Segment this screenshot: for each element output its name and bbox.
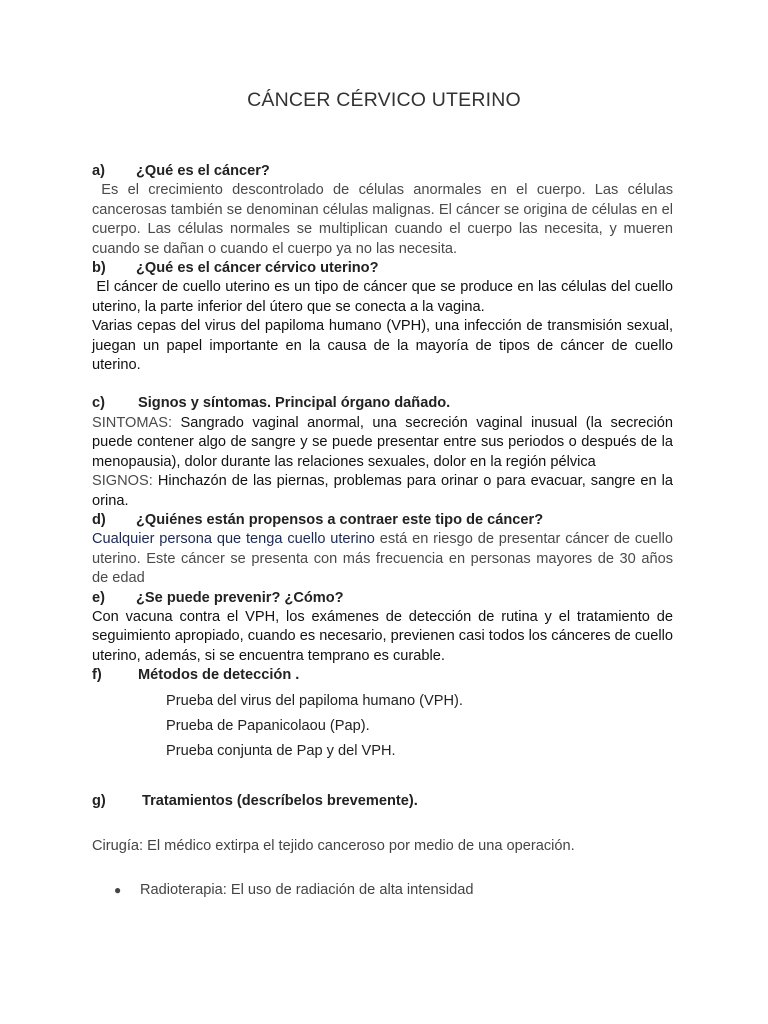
question-b-text: ¿Qué es el cáncer cérvico uterino?	[136, 260, 379, 277]
question-g-letter: g)	[92, 792, 106, 809]
signos-label: SIGNOS:	[92, 473, 153, 490]
treatment-radiotherapy: Radioterapia: El uso de radiación de alta intensidad	[140, 882, 474, 899]
question-g-text: Tratamientos (descríbelos brevemente).	[142, 792, 418, 809]
answer-d-rest: está en riesgo de presentar cáncer de cuello uterino. Este cáncer se presenta con más frecuencia en personas mayores de 30 años de edad	[92, 531, 673, 587]
question-d	[92, 511, 673, 530]
answer-b-paragraph-1: El cáncer de cuello uterino es un tipo de cáncer que se produce en las células del cuello uterino, la parte inferior del útero que se conecta a la vagina.	[92, 279, 678, 315]
document-content	[92, 162, 678, 901]
answer-c-signos	[92, 472, 673, 511]
question-a-letter: a)	[92, 163, 105, 179]
document-title: CÁNCER CÉRVICO UTERINO	[247, 89, 521, 111]
detection-methods-list	[166, 692, 673, 761]
answer-d-lead: Cualquier persona que tenga cuello uterino	[92, 531, 375, 548]
answer-b-paragraph-2: Varias cepas del virus del papiloma humano (VPH), una infección de transmisión sexual, juegan un papel importante en la causa de la mayoría de tipos de cáncer de cuello uterino.	[92, 318, 673, 374]
list-item: Prueba de Papanicolaou (Pap).	[166, 717, 370, 734]
question-b	[92, 259, 673, 278]
bullet-icon: ●	[114, 883, 122, 898]
question-f	[92, 666, 673, 685]
question-c-text: Signos y síntomas. Principal órgano dañado.	[138, 395, 451, 412]
question-f-text: Métodos de detección .	[138, 667, 300, 684]
answer-e: Con vacuna contra el VPH, los exámenes de detección de rutina y el tratamiento de seguimiento apropiado, cuando es necesario, previenen casi todos los cánceres de cuello uterino, además, si se encuentra temprano es curable.	[92, 608, 673, 664]
question-e	[92, 589, 673, 608]
answer-d	[92, 530, 673, 588]
sintomas-text: Sangrado vaginal anormal, una secreción vaginal inusual (la secreción puede contener algo de sangre y se puede presentar entre sus periodos o después de la menopausia), dolor durante las relaciones sexuales, dolor en la región pélvica	[92, 414, 673, 470]
sintomas-label: SINTOMAS:	[92, 414, 173, 431]
treatment-bullet-item	[114, 881, 673, 900]
signos-text: Hinchazón de las piernas, problemas para orinar o para evacuar, sangre en la orina.	[92, 473, 673, 509]
question-c-letter: c)	[92, 395, 105, 412]
list-item: Prueba del virus del papiloma humano (VPH).	[166, 692, 463, 709]
treatment-surgery: Cirugía: El médico extirpa el tejido canceroso por medio de una operación.	[92, 837, 575, 854]
question-f-letter: f)	[92, 667, 102, 684]
question-d-text: ¿Quiénes están propensos a contraer este tipo de cáncer?	[136, 511, 544, 528]
question-b-letter: b)	[92, 260, 106, 277]
question-g	[92, 792, 673, 811]
question-e-text: ¿Se puede prevenir? ¿Cómo?	[136, 589, 344, 606]
question-a	[92, 162, 673, 181]
question-c	[92, 394, 673, 413]
list-item: Prueba conjunta de Pap y del VPH.	[166, 742, 396, 759]
answer-c-sintomas	[92, 414, 673, 472]
question-a-text: ¿Qué es el cáncer?	[136, 163, 270, 179]
question-d-letter: d)	[92, 511, 106, 528]
answer-a: Es el crecimiento descontrolado de células anormales en el cuerpo. Las células cancerosas también se denominan células malignas. El cáncer se origina de células en el cuerpo. Las células normales se multiplican cuando el cuerpo las necesita, y mueren cuando se dañan o cuando el cuerpo ya no las necesita.	[92, 182, 678, 257]
question-e-letter: e)	[92, 589, 105, 606]
